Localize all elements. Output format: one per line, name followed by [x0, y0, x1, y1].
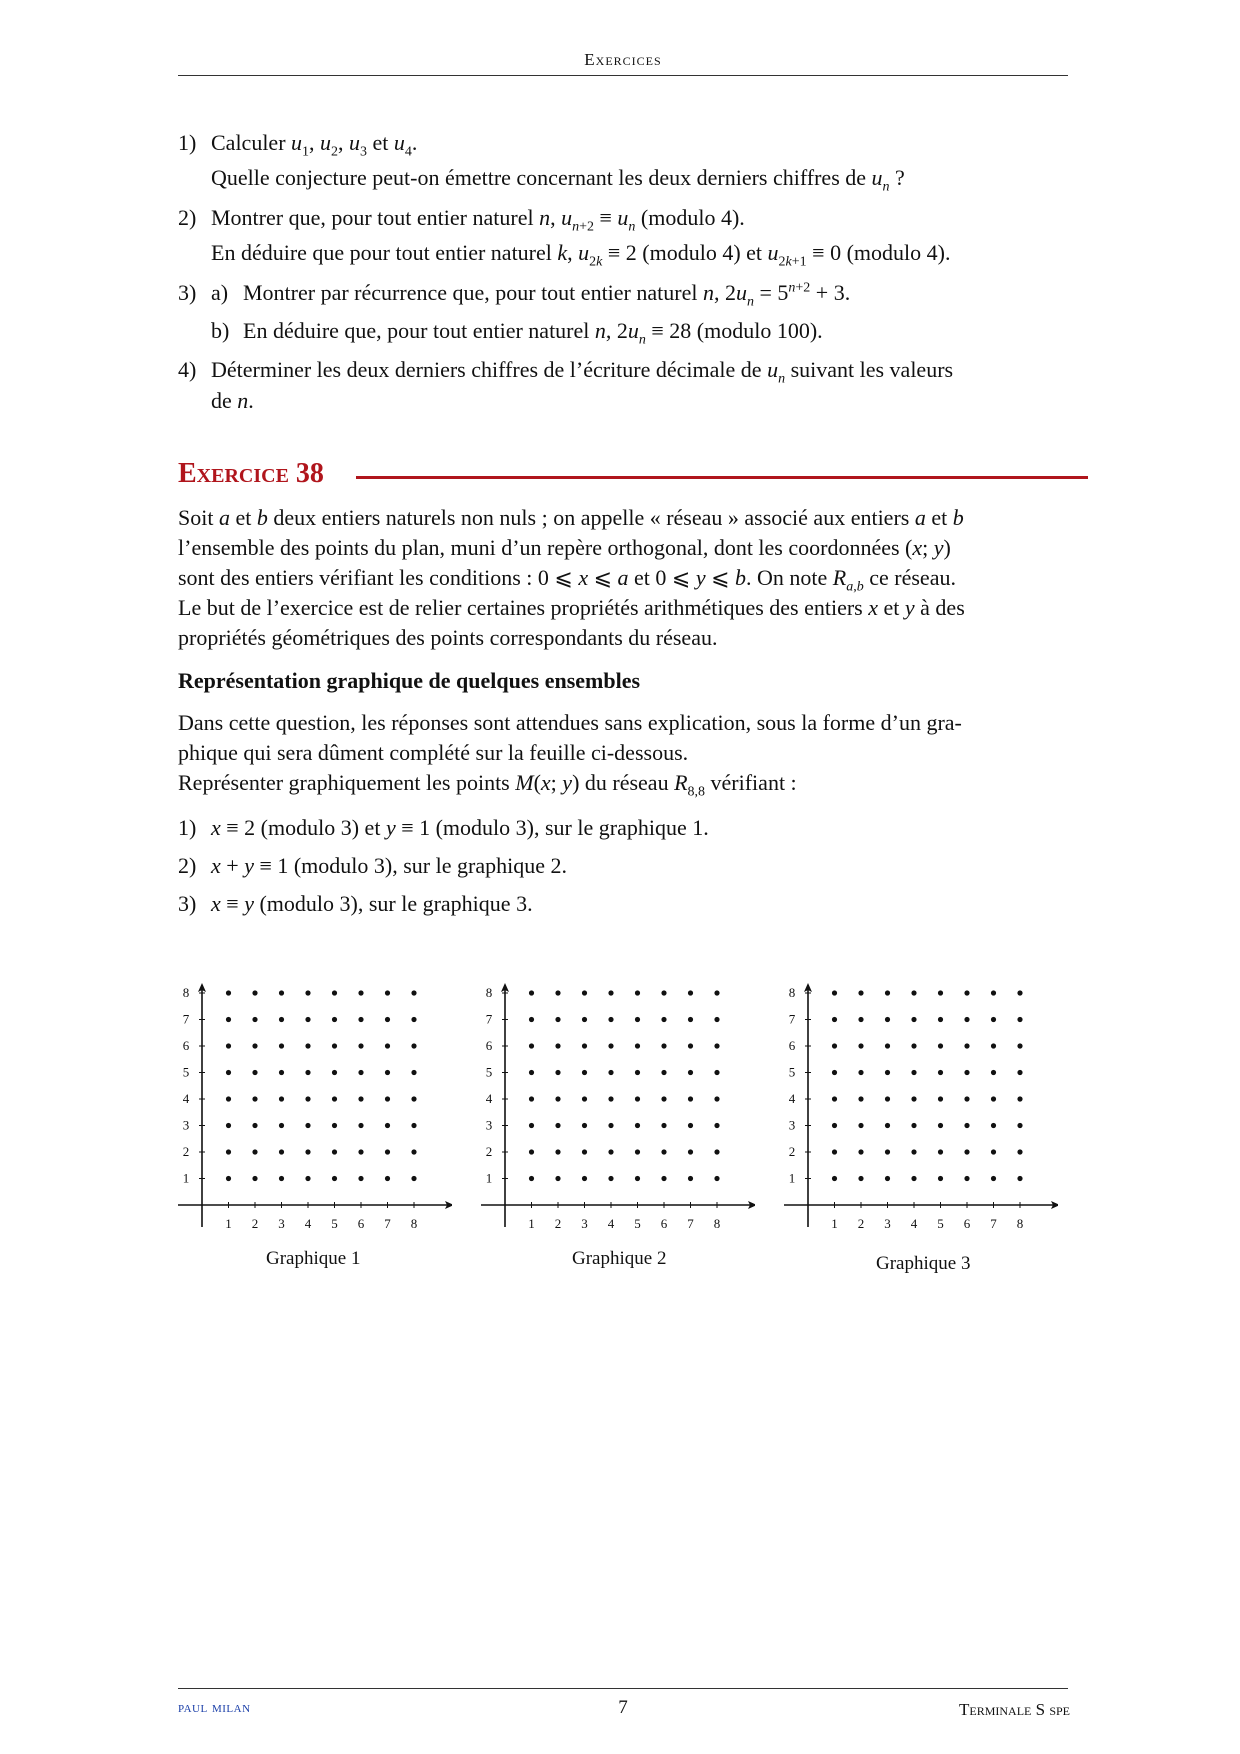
lattice-point: [582, 1043, 587, 1048]
lattice-point: [226, 1149, 231, 1154]
intro-line: l’ensemble des points du plan, muni d’un repère orthogonal, dont les coordonnées (x; y): [178, 535, 951, 560]
footer-author: paul milan: [178, 1700, 251, 1716]
footer-rule: [178, 1688, 1068, 1689]
lattice-point: [635, 1176, 640, 1181]
lattice-point: [385, 1149, 390, 1154]
x-tick-label: 6: [963, 1216, 971, 1231]
y-tick-label: 2: [182, 1144, 190, 1159]
instruction-line: phique qui sera dûment complété sur la feuille ci-dessous.: [178, 740, 689, 765]
y-tick-label: 8: [788, 985, 796, 1000]
lattice-point: [1017, 1043, 1022, 1048]
intro-line: Le but de l’exercice est de relier certaines propriétés arithmétiques des entiers x et y à des: [178, 595, 965, 620]
y-tick-label: 2: [485, 1144, 493, 1159]
lattice-point: [555, 1096, 560, 1101]
item-number: 1): [178, 815, 197, 840]
lattice-point: [938, 990, 943, 995]
y-tick-label: 1: [788, 1170, 796, 1186]
x-tick-label: 5: [937, 1216, 944, 1231]
question-number: 2): [178, 205, 197, 230]
lattice-point: [305, 1123, 310, 1128]
exercise-title: Exercice 38: [178, 458, 324, 489]
lattice-point: [358, 1096, 363, 1101]
lattice-point: [688, 1176, 693, 1181]
lattice-point: [635, 990, 640, 995]
x-tick-label: 8: [1016, 1216, 1024, 1231]
lattice-point: [714, 1096, 719, 1101]
lattice-point: [964, 1176, 969, 1181]
lattice-point: [635, 1096, 640, 1101]
lattice-point: [582, 1017, 587, 1022]
lattice-point: [608, 1176, 613, 1181]
lattice-point: [714, 1017, 719, 1022]
instruction-line: Représenter graphiquement les points M(x; y) du réseau $R_{8,8}$ vérifiant :: [178, 770, 797, 800]
lattice-point: [252, 1070, 257, 1075]
intro-line: Soit a et b deux entiers naturels non nuls ; on appelle « réseau » associé aux entiers a et b: [178, 505, 964, 530]
y-tick-label: 1: [485, 1170, 493, 1186]
lattice-point: [305, 990, 310, 995]
lattice-point: [661, 1017, 666, 1022]
lattice-point: [635, 1017, 640, 1022]
lattice-point: [635, 1123, 640, 1128]
lattice-point: [885, 990, 890, 995]
lattice-point: [832, 1096, 837, 1101]
lattice-point: [688, 1149, 693, 1154]
graph-caption: Graphique 2: [572, 1248, 667, 1269]
lattice-point: [911, 1096, 916, 1101]
lattice-point: [226, 1070, 231, 1075]
lattice-point: [964, 1096, 969, 1101]
lattice-point: [411, 1176, 416, 1181]
lattice-point: [358, 1017, 363, 1022]
y-tick-label: 3: [485, 1117, 493, 1133]
y-tick-label: 5: [788, 1064, 796, 1080]
lattice-point: [529, 1149, 534, 1154]
lattice-point: [911, 1123, 916, 1128]
x-tick-label: 6: [660, 1216, 668, 1231]
lattice-point: [832, 1017, 837, 1022]
lattice-point: [688, 1017, 693, 1022]
lattice-point: [991, 990, 996, 995]
lattice-point: [714, 1149, 719, 1154]
lattice-point: [1017, 990, 1022, 995]
y-tick-label: 7: [182, 1011, 190, 1027]
lattice-point: [555, 1043, 560, 1048]
question-text: En déduire que pour tout entier naturel k, $u_{2k} \equiv 2$ (modulo 4) et $u_{2k+1} \equiv 0$ (modulo 4).: [211, 240, 951, 270]
lattice-point: [529, 1096, 534, 1101]
lattice-point: [358, 1149, 363, 1154]
x-tick-label: 3: [581, 1216, 588, 1231]
graph-caption: Graphique 3: [876, 1253, 971, 1274]
lattice-point: [1017, 1176, 1022, 1181]
lattice-point: [385, 1017, 390, 1022]
lattice-point: [885, 1149, 890, 1154]
lattice-point: [938, 1149, 943, 1154]
question-text: de n.: [211, 388, 254, 413]
question-text: Montrer que, pour tout entier naturel n, $u_{n+2} \equiv u_n$ (modulo 4).: [211, 205, 745, 235]
lattice-point: [358, 1070, 363, 1075]
question-number: 4): [178, 357, 197, 382]
lattice-point: [332, 1043, 337, 1048]
lattice-point: [226, 990, 231, 995]
x-tick-label: 8: [713, 1216, 721, 1231]
lattice-point: [385, 1176, 390, 1181]
y-tick-label: 8: [182, 985, 190, 1000]
lattice-point: [385, 1096, 390, 1101]
lattice-point: [608, 1070, 613, 1075]
lattice-point: [688, 1070, 693, 1075]
y-tick-label: 8: [485, 985, 493, 1000]
lattice-point: [529, 1043, 534, 1048]
y-tick-label: 4: [485, 1091, 493, 1106]
lattice-point: [555, 1017, 560, 1022]
lattice-point: [582, 1123, 587, 1128]
question-text: Montrer par récurrence que, pour tout entier naturel n, $2u_n = 5^{n+2} + 3$.: [243, 280, 851, 310]
x-tick-label: 1: [225, 1216, 232, 1231]
lattice-point: [279, 1176, 284, 1181]
lattice-point: [608, 1043, 613, 1048]
lattice-point: [411, 1096, 416, 1101]
lattice-point: [555, 1149, 560, 1154]
lattice-graph-3: [778, 975, 1058, 1245]
lattice-point: [991, 1123, 996, 1128]
x-tick-label: 4: [910, 1216, 918, 1231]
y-tick-label: 2: [788, 1144, 796, 1159]
lattice-point: [252, 1043, 257, 1048]
lattice-point: [991, 1096, 996, 1101]
lattice-point: [885, 1043, 890, 1048]
lattice-point: [385, 990, 390, 995]
lattice-point: [226, 1017, 231, 1022]
lattice-point: [252, 1017, 257, 1022]
lattice-point: [911, 1043, 916, 1048]
lattice-point: [661, 1123, 666, 1128]
question-sublabel: a): [211, 280, 229, 305]
lattice-point: [1017, 1123, 1022, 1128]
lattice-point: [858, 1149, 863, 1154]
lattice-point: [938, 1096, 943, 1101]
lattice-point: [1017, 1096, 1022, 1101]
y-tick-label: 5: [485, 1064, 493, 1080]
x-tick-label: 3: [884, 1216, 891, 1231]
x-tick-label: 3: [278, 1216, 285, 1231]
lattice-point: [358, 1043, 363, 1048]
lattice-point: [305, 1096, 310, 1101]
lattice-point: [332, 1017, 337, 1022]
item-text: x ≡ 2 (modulo 3) et y ≡ 1 (modulo 3), sur le graphique 1.: [211, 815, 709, 840]
x-tick-label: 2: [251, 1216, 259, 1231]
y-tick-label: 4: [788, 1091, 796, 1106]
lattice-point: [608, 1123, 613, 1128]
y-tick-label: 4: [182, 1091, 190, 1106]
lattice-point: [885, 1176, 890, 1181]
item-text: x ≡ y (modulo 3), sur le graphique 3.: [211, 891, 533, 916]
lattice-point: [411, 1070, 416, 1075]
lattice-point: [688, 1123, 693, 1128]
lattice-point: [608, 990, 613, 995]
lattice-point: [332, 1123, 337, 1128]
lattice-point: [964, 1123, 969, 1128]
lattice-point: [582, 1096, 587, 1101]
lattice-point: [252, 1096, 257, 1101]
lattice-point: [714, 1176, 719, 1181]
lattice-point: [582, 1176, 587, 1181]
lattice-point: [714, 1070, 719, 1075]
graph-caption: Graphique 1: [266, 1248, 361, 1269]
question-text: En déduire que, pour tout entier naturel n, $2u_n \equiv 28$ (modulo 100).: [243, 318, 823, 348]
lattice-point: [938, 1043, 943, 1048]
running-header: Exercices: [584, 50, 662, 69]
lattice-graph-2: [475, 975, 755, 1245]
lattice-point: [858, 1070, 863, 1075]
y-tick-label: 5: [182, 1064, 190, 1080]
lattice-point: [832, 1123, 837, 1128]
lattice-point: [714, 990, 719, 995]
lattice-point: [688, 990, 693, 995]
lattice-point: [635, 1043, 640, 1048]
lattice-point: [279, 1123, 284, 1128]
lattice-point: [661, 1149, 666, 1154]
lattice-point: [305, 1043, 310, 1048]
lattice-point: [635, 1149, 640, 1154]
lattice-point: [832, 1176, 837, 1181]
lattice-point: [279, 1070, 284, 1075]
instruction-line: Dans cette question, les réponses sont attendues sans explication, sous la forme d’un gra-: [178, 710, 962, 735]
lattice-point: [714, 1043, 719, 1048]
lattice-point: [858, 1123, 863, 1128]
question-text: Quelle conjecture peut-on émettre concernant les deux derniers chiffres de $u_n$ ?: [211, 165, 905, 195]
x-tick-label: 7: [687, 1216, 694, 1231]
lattice-point: [529, 1176, 534, 1181]
lattice-point: [358, 990, 363, 995]
lattice-point: [582, 1149, 587, 1154]
x-tick-label: 1: [831, 1216, 838, 1231]
lattice-point: [832, 1070, 837, 1075]
y-tick-label: 6: [788, 1038, 796, 1053]
lattice-point: [385, 1070, 390, 1075]
question-number: 3): [178, 280, 197, 305]
lattice-point: [252, 990, 257, 995]
y-tick-label: 1: [182, 1170, 190, 1186]
lattice-point: [885, 1123, 890, 1128]
lattice-point: [858, 1096, 863, 1101]
exercise-title-rule: [356, 476, 1088, 479]
lattice-point: [1017, 1070, 1022, 1075]
lattice-point: [305, 1017, 310, 1022]
lattice-point: [964, 1149, 969, 1154]
x-tick-label: 5: [634, 1216, 641, 1231]
x-tick-label: 4: [607, 1216, 615, 1231]
lattice-point: [279, 1017, 284, 1022]
lattice-point: [964, 990, 969, 995]
lattice-point: [832, 1149, 837, 1154]
footer-course: Terminale S spe: [958, 1700, 1070, 1719]
lattice-point: [635, 1070, 640, 1075]
lattice-point: [991, 1043, 996, 1048]
lattice-point: [661, 1070, 666, 1075]
lattice-point: [991, 1176, 996, 1181]
item-number: 3): [178, 891, 197, 916]
lattice-point: [911, 1017, 916, 1022]
lattice-point: [332, 1149, 337, 1154]
intro-line: propriétés géométriques des points correspondants du réseau.: [178, 625, 718, 650]
lattice-point: [885, 1070, 890, 1075]
lattice-point: [858, 1176, 863, 1181]
x-tick-label: 6: [357, 1216, 365, 1231]
y-tick-label: 7: [485, 1011, 493, 1027]
lattice-point: [252, 1149, 257, 1154]
lattice-point: [911, 1149, 916, 1154]
question-number: 1): [178, 130, 197, 155]
x-tick-label: 7: [384, 1216, 391, 1231]
lattice-point: [555, 1070, 560, 1075]
lattice-point: [661, 990, 666, 995]
y-tick-label: 7: [788, 1011, 796, 1027]
question-text: Déterminer les deux derniers chiffres de l’écriture décimale de $u_n$ suivant les valeurs: [211, 357, 954, 387]
lattice-point: [714, 1123, 719, 1128]
lattice-point: [279, 1043, 284, 1048]
lattice-point: [555, 1123, 560, 1128]
lattice-point: [582, 1070, 587, 1075]
lattice-point: [938, 1070, 943, 1075]
lattice-point: [529, 1123, 534, 1128]
lattice-point: [608, 1017, 613, 1022]
lattice-point: [1017, 1149, 1022, 1154]
lattice-point: [858, 1043, 863, 1048]
item-text: x + y ≡ 1 (modulo 3), sur le graphique 2.: [211, 853, 567, 878]
lattice-point: [279, 990, 284, 995]
y-tick-label: 6: [182, 1038, 190, 1053]
y-tick-label: 3: [182, 1117, 190, 1133]
lattice-point: [911, 990, 916, 995]
lattice-point: [529, 1070, 534, 1075]
lattice-point: [279, 1149, 284, 1154]
lattice-point: [911, 1070, 916, 1075]
lattice-point: [226, 1043, 231, 1048]
lattice-point: [991, 1149, 996, 1154]
lattice-point: [661, 1176, 666, 1181]
lattice-point: [279, 1096, 284, 1101]
lattice-point: [885, 1017, 890, 1022]
lattice-point: [911, 1176, 916, 1181]
lattice-point: [991, 1017, 996, 1022]
lattice-point: [332, 990, 337, 995]
lattice-point: [305, 1149, 310, 1154]
x-tick-label: 5: [331, 1216, 338, 1231]
lattice-point: [226, 1176, 231, 1181]
lattice-point: [832, 1043, 837, 1048]
item-number: 2): [178, 853, 197, 878]
lattice-point: [661, 1043, 666, 1048]
lattice-point: [385, 1043, 390, 1048]
intro-line: sont des entiers vérifiant les conditions : 0 ⩽ x ⩽ a et 0 ⩽ y ⩽ b. On note $R_{a,b}$ ce réseau.: [178, 565, 956, 595]
x-tick-label: 2: [554, 1216, 562, 1231]
lattice-point: [411, 1123, 416, 1128]
lattice-point: [358, 1176, 363, 1181]
y-tick-label: 3: [788, 1117, 796, 1133]
lattice-point: [1017, 1017, 1022, 1022]
lattice-point: [226, 1123, 231, 1128]
lattice-point: [529, 990, 534, 995]
page-number: 7: [618, 1697, 628, 1718]
lattice-point: [252, 1123, 257, 1128]
lattice-point: [411, 1017, 416, 1022]
question-sublabel: b): [211, 318, 230, 343]
lattice-point: [226, 1096, 231, 1101]
lattice-point: [411, 1149, 416, 1154]
lattice-point: [252, 1176, 257, 1181]
x-tick-label: 4: [304, 1216, 312, 1231]
lattice-point: [688, 1096, 693, 1101]
lattice-point: [358, 1123, 363, 1128]
lattice-point: [305, 1070, 310, 1075]
lattice-point: [608, 1096, 613, 1101]
lattice-point: [858, 990, 863, 995]
lattice-point: [938, 1123, 943, 1128]
lattice-point: [964, 1070, 969, 1075]
lattice-point: [332, 1176, 337, 1181]
header-rule: [178, 75, 1068, 76]
section-subheading: Représentation graphique de quelques ensembles: [178, 668, 641, 693]
lattice-point: [582, 990, 587, 995]
x-tick-label: 7: [990, 1216, 997, 1231]
lattice-point: [332, 1096, 337, 1101]
x-tick-label: 2: [857, 1216, 865, 1231]
lattice-point: [332, 1070, 337, 1075]
lattice-point: [608, 1149, 613, 1154]
lattice-point: [305, 1176, 310, 1181]
lattice-point: [991, 1070, 996, 1075]
lattice-point: [938, 1017, 943, 1022]
y-tick-label: 6: [485, 1038, 493, 1053]
lattice-point: [661, 1096, 666, 1101]
lattice-point: [555, 1176, 560, 1181]
lattice-point: [832, 990, 837, 995]
lattice-point: [529, 1017, 534, 1022]
lattice-point: [555, 990, 560, 995]
lattice-graph-1: [172, 975, 452, 1245]
lattice-point: [688, 1043, 693, 1048]
lattice-point: [385, 1123, 390, 1128]
lattice-point: [411, 1043, 416, 1048]
lattice-point: [938, 1176, 943, 1181]
lattice-point: [858, 1017, 863, 1022]
lattice-point: [411, 990, 416, 995]
lattice-point: [964, 1043, 969, 1048]
x-tick-label: 8: [410, 1216, 418, 1231]
question-text: Calculer $u_1$, $u_2$, $u_3$ et $u_4$.: [211, 130, 418, 160]
lattice-point: [885, 1096, 890, 1101]
lattice-point: [964, 1017, 969, 1022]
x-tick-label: 1: [528, 1216, 535, 1231]
